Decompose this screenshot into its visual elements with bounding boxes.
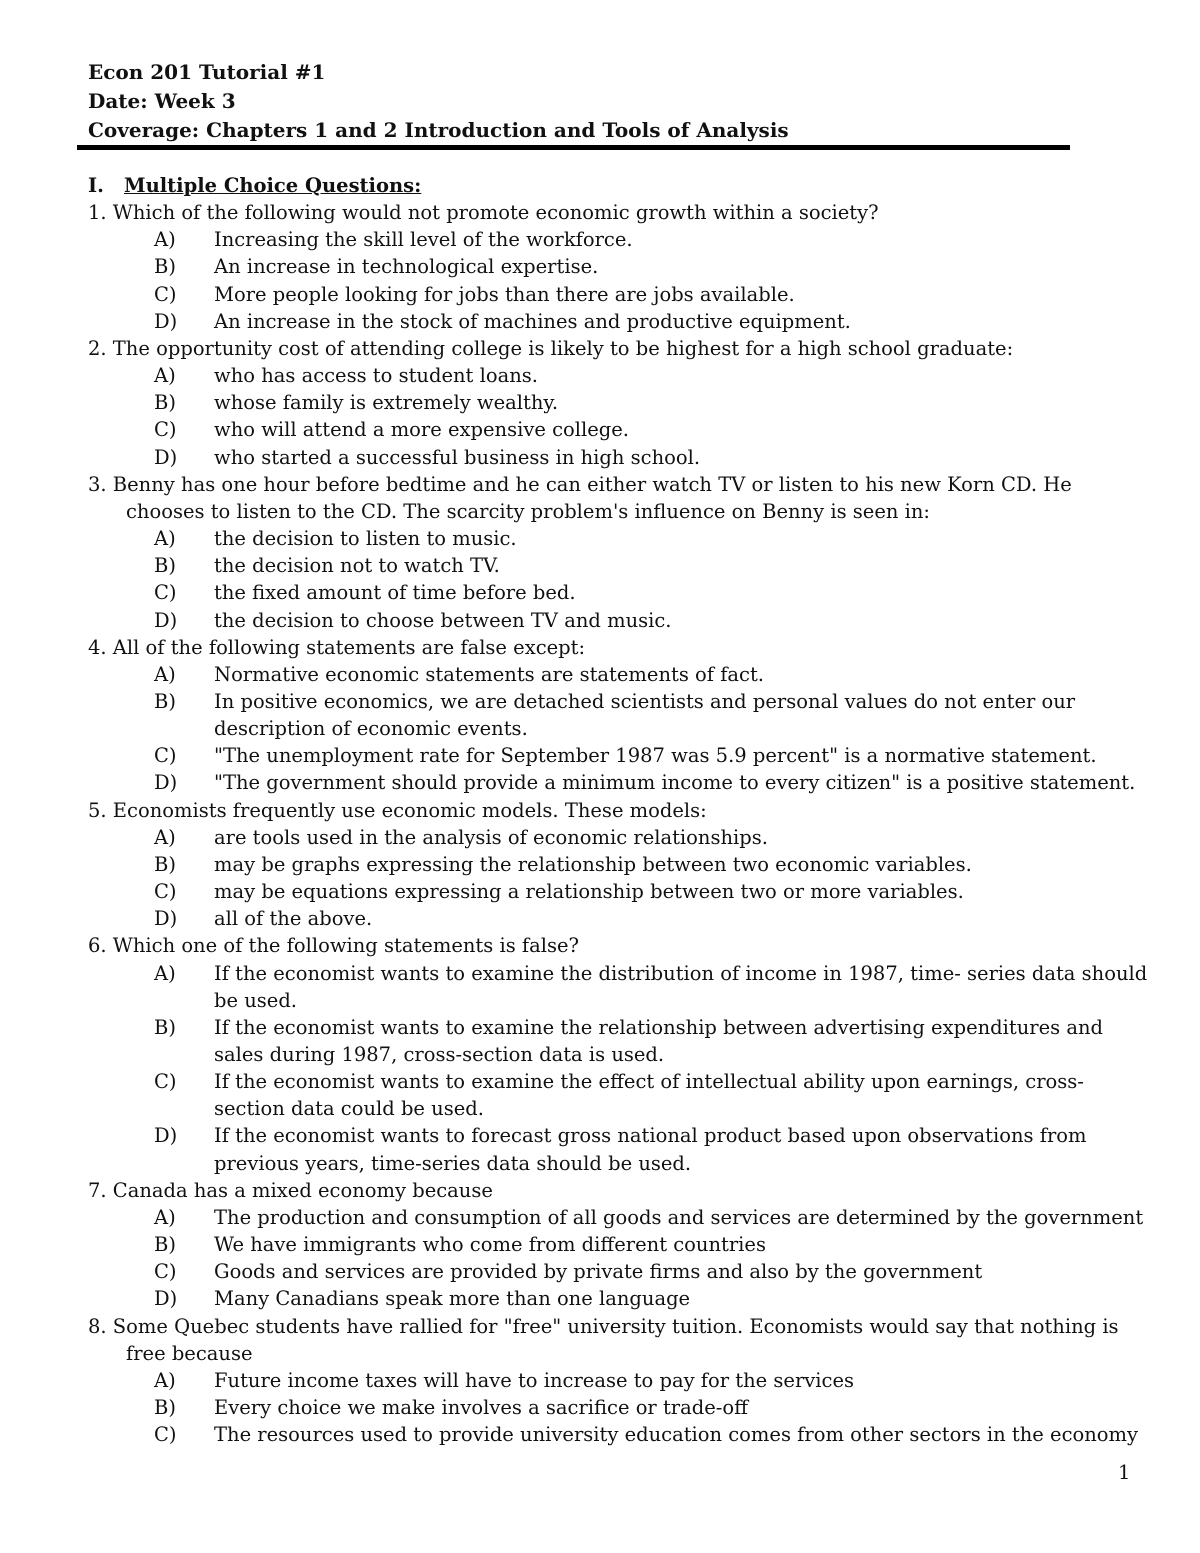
question-1 <box>88 199 1148 335</box>
option-text: the decision to choose between TV and music. <box>214 608 672 632</box>
option-text: An increase in technological expertise. <box>214 255 599 279</box>
option-text: If the economist wants to examine the effect of intellectual ability upon earnings, cross-section data could be used. <box>214 1070 1084 1121</box>
option-letter: D) <box>154 1287 178 1311</box>
option-text: Many Canadians speak more than one language <box>214 1287 691 1311</box>
answer-option <box>88 579 1148 606</box>
answer-option <box>88 1367 1148 1394</box>
answer-options <box>88 1367 1148 1448</box>
answer-option <box>88 253 1148 280</box>
answer-option <box>88 878 1148 905</box>
option-text: "The government should provide a minimum income to every citizen" is a positive statement. <box>214 771 1136 795</box>
option-letter: A) <box>154 961 176 985</box>
section-title: Multiple Choice Questions: <box>124 174 422 197</box>
answer-option <box>88 1421 1148 1448</box>
option-text: all of the above. <box>214 907 373 931</box>
answer-option <box>88 688 1148 742</box>
option-letter: B) <box>154 852 176 876</box>
question-text: 6. Which one of the following statements is false? <box>88 934 579 958</box>
option-letter: C) <box>154 1423 177 1447</box>
option-text: We have immigrants who come from different countries <box>214 1233 766 1257</box>
option-text: More people looking for jobs than there are jobs available. <box>214 282 795 306</box>
answer-option <box>88 851 1148 878</box>
answer-option <box>88 824 1148 851</box>
option-letter: D) <box>154 907 178 931</box>
answer-option <box>88 416 1148 443</box>
option-letter: A) <box>154 364 176 388</box>
option-letter: D) <box>154 1124 178 1148</box>
answer-option <box>88 525 1148 552</box>
document-header <box>88 58 789 145</box>
tutorial-date: Date: Week 3 <box>88 89 236 113</box>
option-text: Normative economic statements are statements of fact. <box>214 662 765 686</box>
answer-option <box>88 389 1148 416</box>
question-text: 4. All of the following statements are false except: <box>88 635 586 659</box>
option-text: Future income taxes will have to increase to pay for the services <box>214 1368 854 1392</box>
option-text: may be graphs expressing the relationship between two economic variables. <box>214 852 972 876</box>
question-2 <box>88 335 1148 471</box>
question-text: 7. Canada has a mixed economy because <box>88 1178 493 1202</box>
option-text: If the economist wants to forecast gross national product based upon observations from previous years, time-series data should be used. <box>214 1124 1087 1175</box>
option-text: who started a successful business in high school. <box>214 445 701 469</box>
option-letter: B) <box>154 1396 176 1420</box>
question-7 <box>88 1177 1148 1313</box>
option-text: may be equations expressing a relationship between two or more variables. <box>214 880 964 904</box>
option-text: Every choice we make involves a sacrifice or trade-off <box>214 1396 748 1420</box>
option-text: "The unemployment rate for September 1987 was 5.9 percent" is a normative statement. <box>214 744 1097 768</box>
course-title: Econ 201 Tutorial #1 <box>88 60 326 84</box>
option-letter: C) <box>154 880 177 904</box>
option-letter: A) <box>154 825 176 849</box>
questions-content <box>88 172 1148 1448</box>
page-number: 1 <box>1118 1461 1131 1484</box>
answer-option <box>88 281 1148 308</box>
option-text: Increasing the skill level of the workforce. <box>214 228 633 252</box>
answer-option <box>88 607 1148 634</box>
question-text: 8. Some Quebec students have rallied for "free" university tuition. Economists would say that nothing is free because <box>88 1314 1119 1365</box>
answer-option <box>88 769 1148 796</box>
option-letter: A) <box>154 1205 176 1229</box>
answer-option <box>88 1258 1148 1285</box>
option-text: In positive economics, we are detached scientists and personal values do not enter our description of economic events. <box>214 689 1076 741</box>
answer-option <box>88 1014 1148 1068</box>
answer-option <box>88 444 1148 471</box>
option-letter: D) <box>154 309 178 333</box>
option-letter: A) <box>154 662 176 686</box>
answer-option <box>88 1204 1148 1231</box>
option-text: are tools used in the analysis of economic relationships. <box>214 825 768 849</box>
question-4 <box>88 634 1148 797</box>
answer-option <box>88 661 1148 688</box>
option-text: If the economist wants to examine the relationship between advertising expenditures and sales during 1987, cross-section data is used. <box>214 1015 1104 1066</box>
option-text: whose family is extremely wealthy. <box>214 391 559 415</box>
answer-option <box>88 1285 1148 1312</box>
option-text: Goods and services are provided by private firms and also by the government <box>214 1260 983 1284</box>
option-letter: B) <box>154 255 176 279</box>
option-letter: A) <box>154 1368 176 1392</box>
answer-options <box>88 362 1148 471</box>
option-letter: B) <box>154 391 176 415</box>
option-letter: C) <box>154 282 177 306</box>
option-letter: C) <box>154 1260 177 1284</box>
answer-option <box>88 226 1148 253</box>
answer-option <box>88 1068 1148 1122</box>
coverage-line: Coverage: Chapters 1 and 2 Introduction and Tools of Analysis <box>88 118 789 142</box>
option-text: The resources used to provide university education comes from other sectors in the economy <box>214 1423 1139 1447</box>
section-heading <box>88 172 1148 199</box>
answer-option <box>88 905 1148 932</box>
answer-option <box>88 960 1148 1014</box>
option-letter: B) <box>154 554 176 578</box>
section-number: I. <box>88 174 104 197</box>
option-text: An increase in the stock of machines and productive equipment. <box>214 309 851 333</box>
question-text: 2. The opportunity cost of attending college is likely to be highest for a high school graduate: <box>88 336 1014 360</box>
answer-options <box>88 661 1148 797</box>
answer-option <box>88 742 1148 769</box>
option-text: who will attend a more expensive college. <box>214 418 629 442</box>
answer-options <box>88 525 1148 634</box>
answer-option <box>88 1231 1148 1258</box>
option-letter: C) <box>154 744 177 768</box>
option-letter: A) <box>154 527 176 551</box>
answer-options <box>88 1204 1148 1313</box>
option-text: The production and consumption of all goods and services are determined by the government <box>214 1205 1144 1229</box>
answer-options <box>88 824 1148 933</box>
question-text: 5. Economists frequently use economic models. These models: <box>88 798 707 822</box>
option-letter: B) <box>154 1233 176 1257</box>
option-text: who has access to student loans. <box>214 364 538 388</box>
question-text: 1. Which of the following would not promote economic growth within a society? <box>88 201 879 225</box>
option-letter: A) <box>154 228 176 252</box>
question-5 <box>88 797 1148 933</box>
answer-option <box>88 1394 1148 1421</box>
answer-option <box>88 1122 1148 1176</box>
option-letter: C) <box>154 1070 177 1094</box>
option-letter: B) <box>154 1015 176 1039</box>
option-text: the decision to listen to music. <box>214 527 517 551</box>
option-text: the fixed amount of time before bed. <box>214 581 576 605</box>
option-letter: B) <box>154 689 176 713</box>
answer-option <box>88 552 1148 579</box>
answer-options <box>88 960 1148 1177</box>
answer-options <box>88 226 1148 335</box>
question-text: 3. Benny has one hour before bedtime and he can either watch TV or listen to his new Korn CD. He chooses to listen to the CD. The scarcity problem's influence on Benny is seen in: <box>88 472 1072 523</box>
answer-option <box>88 308 1148 335</box>
question-6 <box>88 932 1148 1176</box>
option-text: the decision not to watch TV. <box>214 554 500 578</box>
header-divider <box>77 145 1070 150</box>
option-letter: D) <box>154 608 178 632</box>
answer-option <box>88 362 1148 389</box>
question-8 <box>88 1313 1148 1449</box>
option-letter: D) <box>154 771 178 795</box>
option-letter: C) <box>154 418 177 442</box>
question-3 <box>88 471 1148 634</box>
question-list <box>88 199 1148 1448</box>
option-letter: D) <box>154 445 178 469</box>
option-letter: C) <box>154 581 177 605</box>
option-text: If the economist wants to examine the distribution of income in 1987, time- series data should be used. <box>214 961 1148 1012</box>
